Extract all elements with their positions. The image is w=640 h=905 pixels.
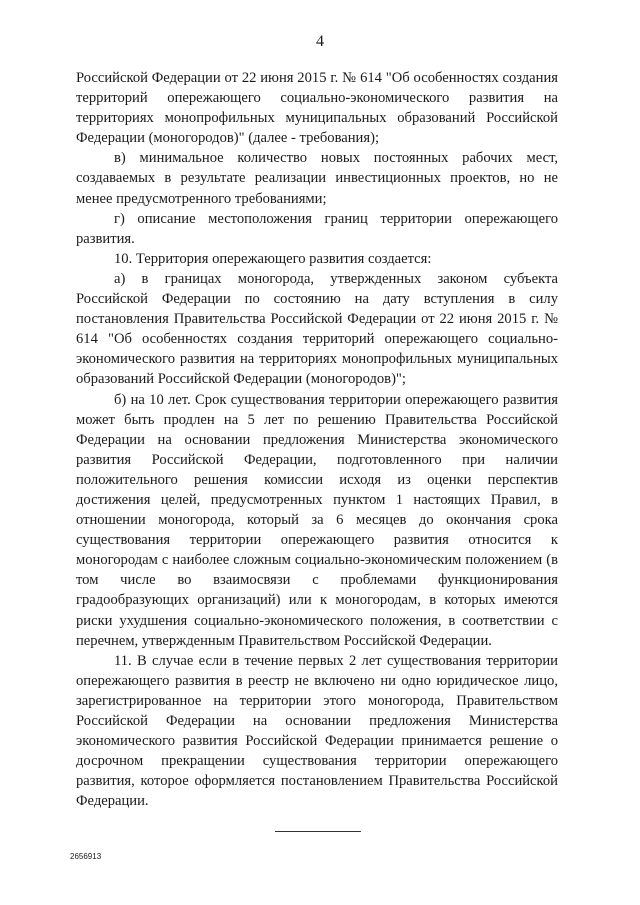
document-body xyxy=(76,68,558,811)
paragraph-item-a: а) в границах моногорода, утвержденных законом субъекта Российской Федерации по состоянию на дату вступления в силу постановления Правительства Российской Федерации от 22 июня 2015 г. № 614 "Об особенностях создания территорий опережающего социально-экономического развития на территориях монопрофильных муниципальных образований Российской Федерации (моногородов)"; xyxy=(76,270,558,388)
paragraph-item-v: в) минимальное количество новых постоянных рабочих мест, создаваемых в результате реализации инвестиционных проектов, но не менее предусмотренного требованиями; xyxy=(76,150,558,207)
paragraph-clause-11: 11. В случае если в течение первых 2 лет существования территории опережающего развития в реестр не включено ни одно юридическое лицо, зарегистрированное на территории этого моногорода, Правительством Российской Федерации на основании предложения Министерства экономического развития Российской Федерации принимается решение о досрочном прекращении существования территории опережающего развития, которое оформляется постановлением Правительства Российской Федерации. xyxy=(76,652,558,810)
footer-divider xyxy=(275,831,361,832)
paragraph-clause-10: 10. Территория опережающего развития создается: xyxy=(114,250,432,267)
paragraph-item-b: б) на 10 лет. Срок существования территории опережающего развития может быть продлен на 5 лет по решению Правительства Российской Федерации на основании предложения Министерства экономического развития Российской Федерации, подготовленного при наличии положительного решения комиссии исходя из оценки перспектив достижения целей, предусмотренных пунктом 1 настоящих Правил, в отношении моногорода, который за 6 месяцев до окончания срока существования территории опережающего развития относится к моногородам с наиболее сложным социально-экономическим положением (в том числе во взаимосвязи с проблемами функционирования градообразующих организаций) или к моногородам, в которых имеются риски ухудшения социально-экономического положения, в соответствии с перечнем, утвержденным Правительством Российской Федерации. xyxy=(76,391,558,649)
paragraph-item-g: г) описание местоположения границ территории опережающего развития. xyxy=(76,210,558,247)
paragraph-continuation: Российской Федерации от 22 июня 2015 г. № 614 "Об особенностях создания территорий опережающего социально-экономического развития на территориях монопрофильных муниципальных образований Российской Федерации (моногородов)" (далее - требования); xyxy=(76,70,558,147)
page-number: 4 xyxy=(316,33,324,50)
document-code: 2656913 xyxy=(70,852,102,861)
